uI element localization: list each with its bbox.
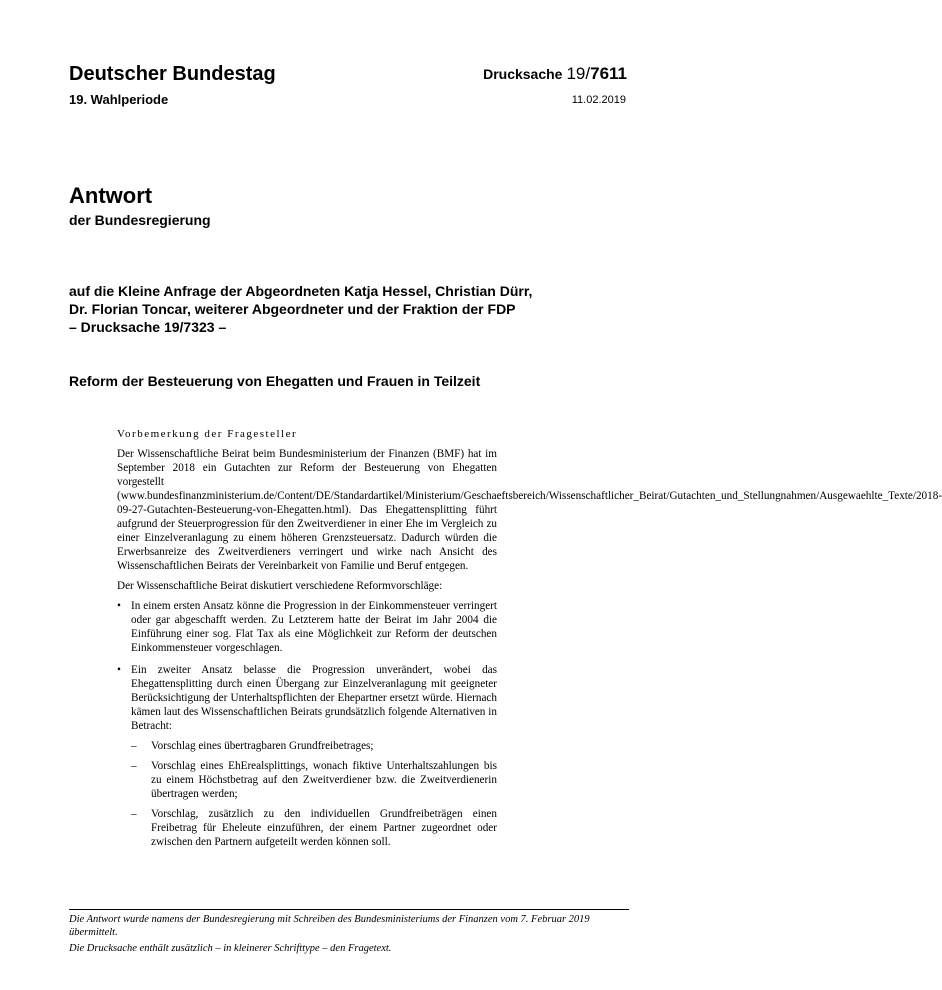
list-item-text: Ein zweiter Ansatz belasse die Progression unverändert, wobei das Ehegattensplitting durch einen Übergang zur Einzelveranlagung mit geeigneter Berücksichtigung der Unterhaltspflichten der Ehepartner ersetzt würde. Hiernach kämen laut des Wissenschaftlichen Beirats grundsätzlich folgende Alternativen in Betracht: bbox=[131, 664, 497, 732]
legislative-period: 19. Wahlperiode bbox=[69, 92, 169, 107]
list-item-text: Vorschlag, zusätzlich zu den individuellen Grundfreibeträgen einen Freibetrag für Eheleute einzuführen, der einem Partner zugeordnet oder zwischen den Partnern aufgeteilt werden können soll. bbox=[151, 808, 497, 848]
drucksache-label: Drucksache bbox=[483, 66, 563, 82]
list-item-text: In einem ersten Ansatz könne die Progression in der Einkommensteuer verringert oder gar abgeschafft werden. Zu Letzterem hatte der Beirat im Jahr 2004 die Einführung einer sog. Flat Tax als eine Möglichkeit zur Reform der deutschen Einkommensteuer vorgeschlagen. bbox=[131, 600, 497, 654]
list-item bbox=[131, 807, 497, 849]
dash-icon: – bbox=[131, 808, 137, 820]
footer-note: Die Drucksache enthält zusätzlich – in kleinerer Schrifttype – den Fragetext. bbox=[69, 943, 392, 954]
footer-divider bbox=[69, 909, 629, 910]
alternatives-list bbox=[131, 739, 497, 849]
preliminary-remarks bbox=[117, 427, 942, 857]
drucksache-prefix: 19/ bbox=[566, 64, 591, 83]
drucksache-main-number: 7611 bbox=[590, 64, 627, 83]
inquiry-reference bbox=[69, 282, 589, 336]
list-item bbox=[117, 599, 497, 655]
dash-icon: – bbox=[131, 740, 137, 752]
list-item-text: Vorschlag eines übertragbaren Grundfreibetrages; bbox=[151, 740, 374, 752]
preliminary-paragraph: Der Wissenschaftliche Beirat diskutiert verschiedene Reformvorschläge: bbox=[117, 580, 443, 592]
inquiry-line: Dr. Florian Toncar, weiterer Abgeordneter und der Fraktion der FDP bbox=[69, 301, 516, 317]
list-item bbox=[117, 663, 497, 849]
bullet-icon: • bbox=[117, 600, 121, 612]
parliament-name: Deutscher Bundestag bbox=[69, 63, 276, 85]
document-title: Antwort bbox=[69, 183, 153, 208]
inquiry-topic: Reform der Besteuerung von Ehegatten und Frauen in Teilzeit bbox=[69, 373, 481, 389]
inquiry-line: auf die Kleine Anfrage der Abgeordneten Katja Hessel, Christian Dürr, bbox=[69, 283, 533, 299]
bullet-icon: • bbox=[117, 664, 121, 676]
inquiry-line: – Drucksache 19/7323 – bbox=[69, 319, 227, 335]
drucksache-number bbox=[483, 64, 627, 84]
list-item-text: Vorschlag eines EhErealsplittings, wonach fiktive Unterhaltszahlungen bis zu einem Höchstbetrag auf den Zweitverdiener bzw. die Zweitverdienerin übertragen werden; bbox=[151, 760, 497, 800]
dash-icon: – bbox=[131, 760, 137, 772]
document-subtitle: der Bundesregierung bbox=[69, 212, 211, 228]
preliminary-paragraph: Der Wissenschaftliche Beirat beim Bundesministerium der Finanzen (BMF) hat im September 2018 ein Gutachten zur Reform der Besteuerung von Ehegatten vorgestellt (www.bundesfinanzministerium.de/Content/DE/Standardartikel/Ministerium/Geschaeftsbereich/Wissenschaftlicher_Beirat/Gutachten_und_Stellungnahmen/Ausgewaehlte_Texte/2018-09-27-Gutachten-Besteuerung-von-Ehegatten.html). Das Ehegattensplitting führt aufgrund der Steuerprogression für den Zweitverdiener in einer Ehe im Vergleich zu einer Einzelveranlagung zu einem höheren Grenzsteuersatz. Dadurch würden die Erwerbsanreize des Zweitverdieners verringert und wirke nach Ansicht des Wissenschaftlichen Beirats der Vereinbarkeit von Familie und Beruf entgegen. bbox=[117, 448, 942, 572]
list-item bbox=[131, 739, 497, 753]
list-item bbox=[131, 759, 497, 801]
footer-note: Die Antwort wurde namens der Bundesregierung mit Schreiben des Bundesministeriums der Finanzen vom 7. Februar 2019 übermittelt. bbox=[69, 914, 590, 938]
preliminary-heading: Vorbemerkung der Fragesteller bbox=[117, 428, 298, 440]
proposal-list bbox=[117, 599, 497, 849]
document-date: 11.02.2019 bbox=[571, 94, 626, 106]
footer-notes bbox=[69, 913, 629, 958]
